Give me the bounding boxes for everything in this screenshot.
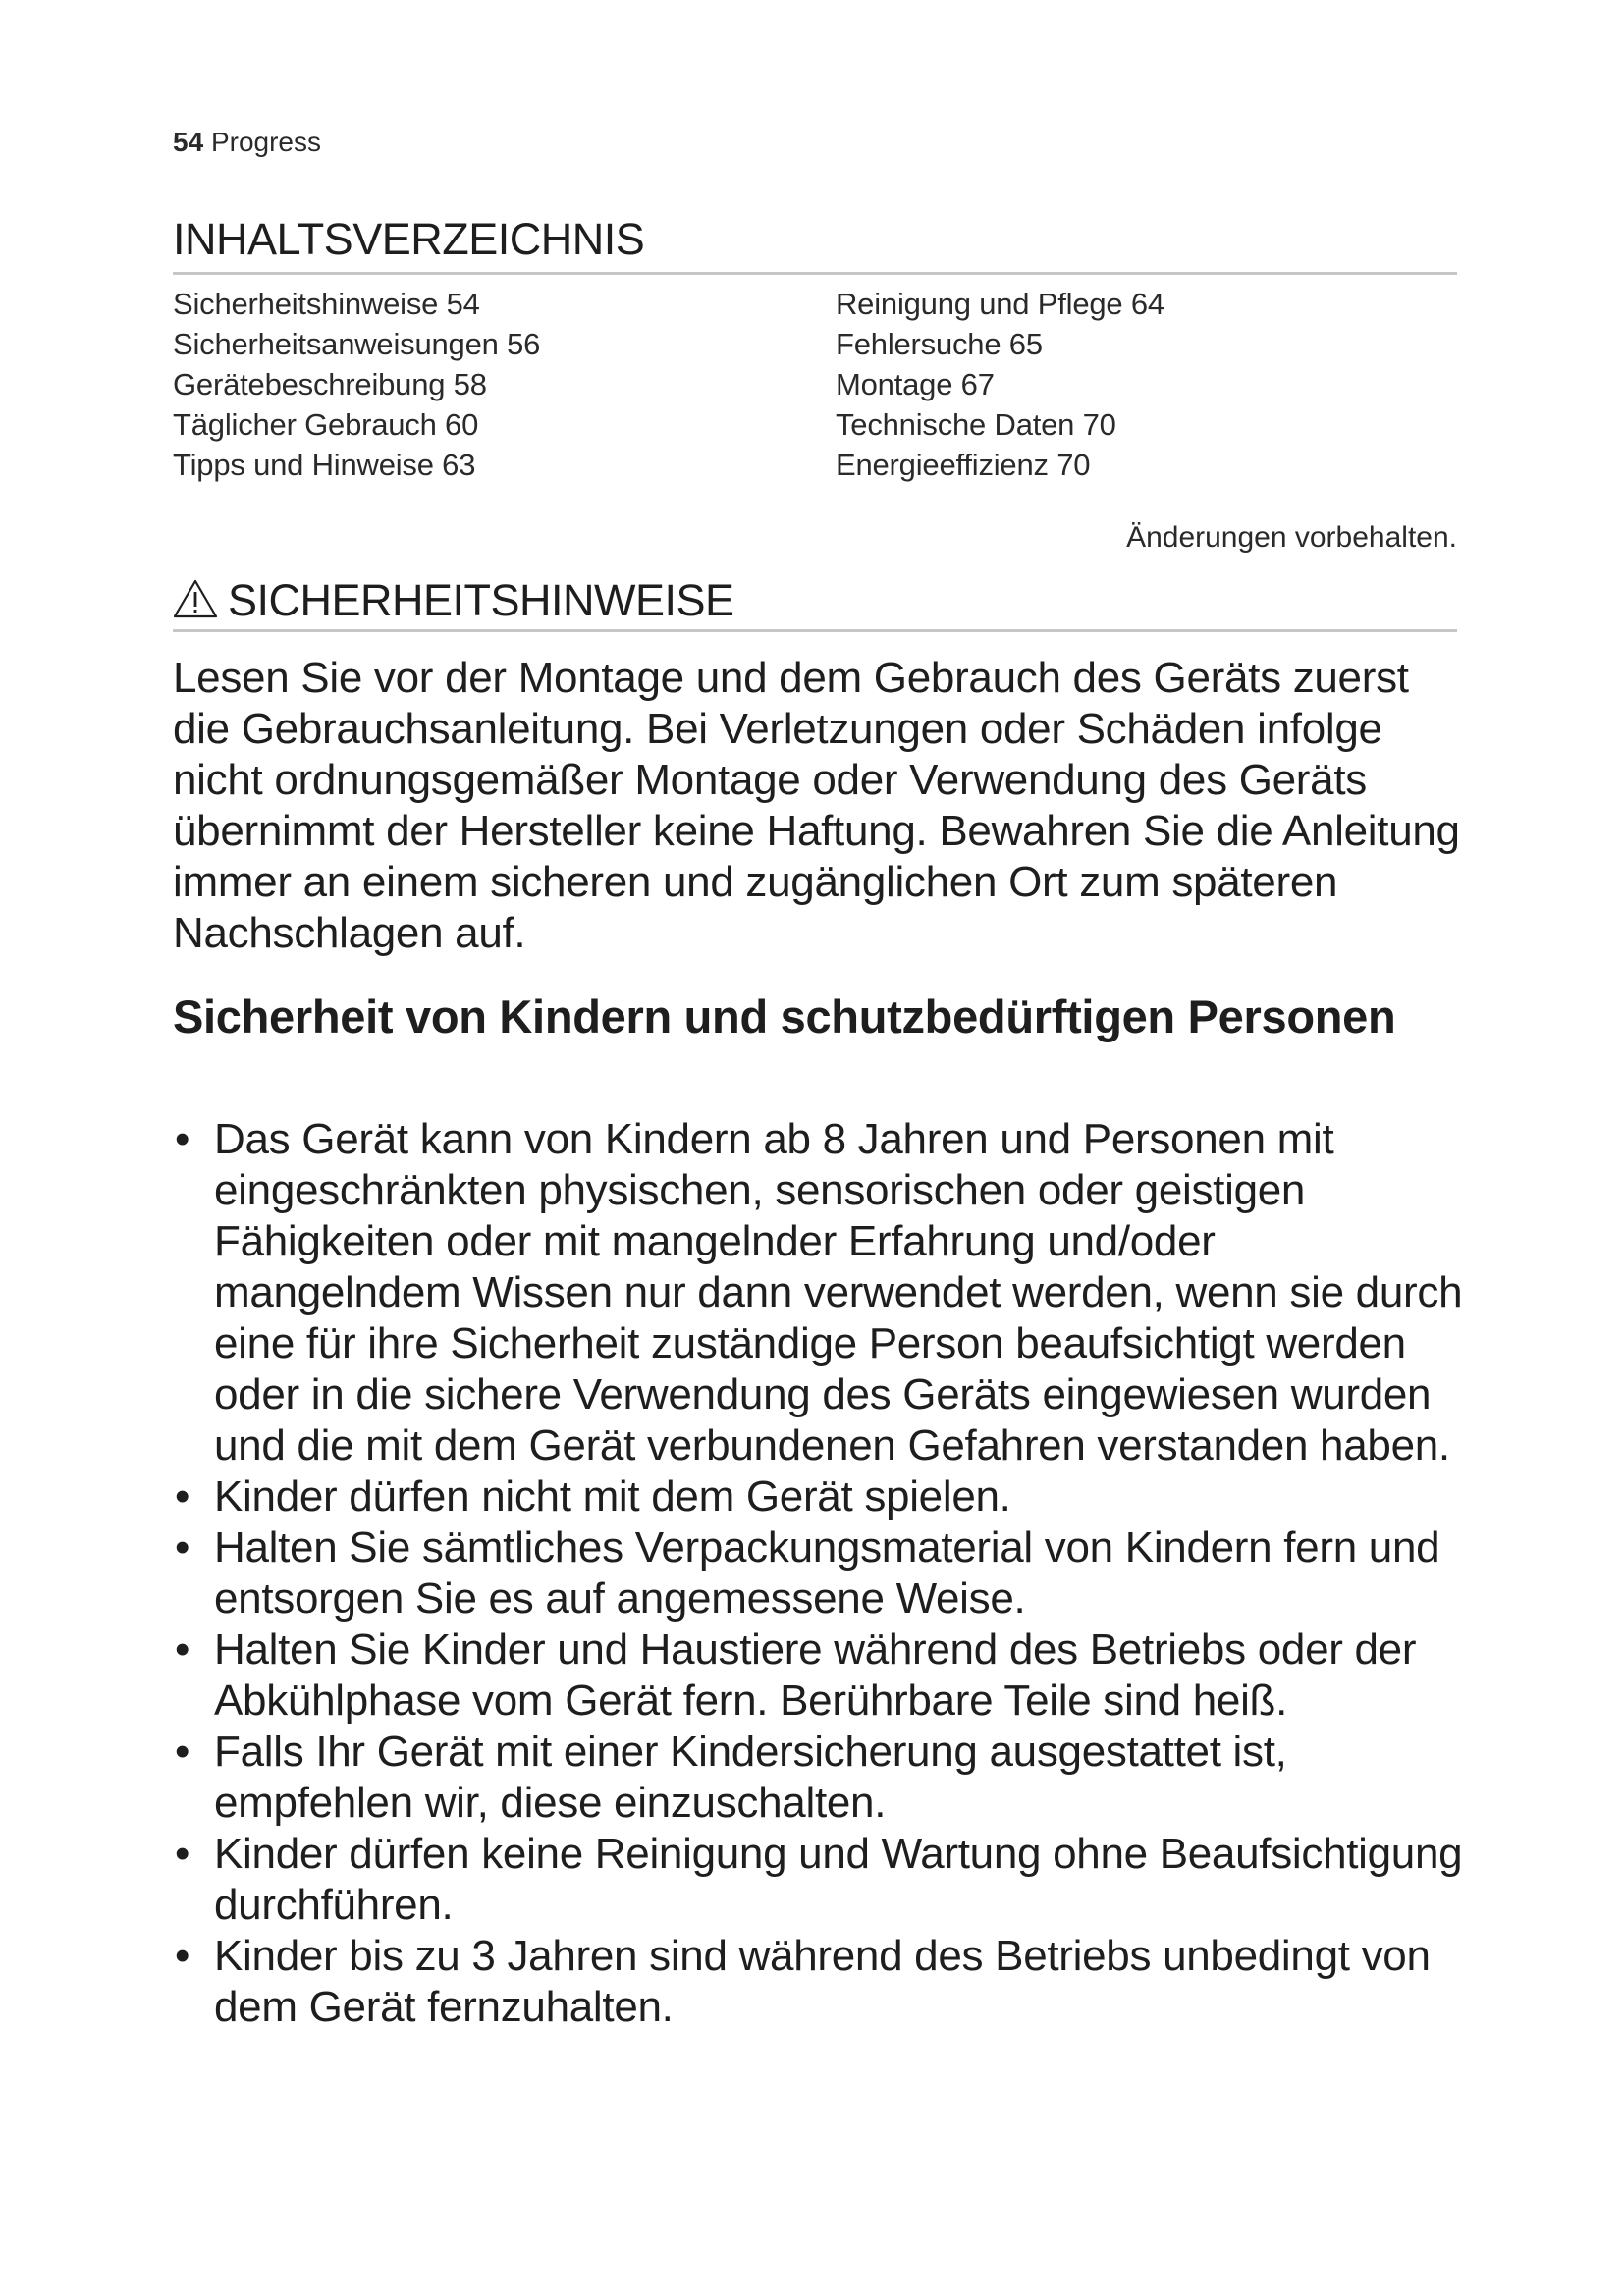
list-item bbox=[173, 1114, 1469, 1471]
bullet-icon: • bbox=[175, 1472, 190, 1521]
child-safety-list bbox=[173, 1114, 1469, 2033]
list-item-text: Kinder bis zu 3 Jahren sind während des Betriebs unbedingt von dem Gerät fernzuhalten. bbox=[214, 1932, 1431, 2031]
list-item-text: Halten Sie Kinder und Haustiere während des Betriebs oder der Abkühlphase vom Gerät fern. Berührbare Teile sind heiß. bbox=[214, 1626, 1417, 1725]
list-item bbox=[173, 1522, 1469, 1625]
safety-title-row bbox=[173, 575, 1457, 626]
warning-triangle-icon bbox=[173, 578, 218, 619]
list-item bbox=[173, 1625, 1469, 1727]
toc-item[interactable]: Sicherheitsanweisungen 56 bbox=[173, 327, 541, 361]
toc-title: INHALTSVERZEICHNIS bbox=[173, 214, 645, 264]
toc-item[interactable]: Reinigung und Pflege 64 bbox=[836, 287, 1164, 321]
list-item-text: Halten Sie sämtliches Verpackungsmaterial von Kindern fern und entsorgen Sie es auf angemessene Weise. bbox=[214, 1523, 1440, 1623]
safety-title: SICHERHEITSHINWEISE bbox=[228, 575, 734, 625]
brand-name: Progress bbox=[210, 127, 321, 157]
bullet-icon: • bbox=[175, 1626, 190, 1674]
toc-item[interactable]: Gerätebeschreibung 58 bbox=[173, 367, 487, 401]
bullet-icon: • bbox=[175, 1115, 190, 1163]
bullet-icon: • bbox=[175, 1523, 190, 1572]
intro-paragraph: Lesen Sie vor der Montage und dem Gebrauch des Geräts zuerst die Gebrauchsanleitung. Bei Verletzungen oder Schäden infolge nicht ordnungsgemäßer Montage oder Verwendung des Geräts übernimmt der Hersteller keine Haftung. Bewahren Sie die Anleitung immer an einem sicheren und zugänglichen Ort zum späteren Nachschlagen auf. bbox=[173, 654, 1460, 957]
list-item bbox=[173, 1471, 1469, 1522]
list-item bbox=[173, 1727, 1469, 1829]
toc-item[interactable]: Tipps und Hinweise 63 bbox=[173, 448, 476, 482]
toc-item[interactable]: Täglicher Gebrauch 60 bbox=[173, 407, 479, 442]
bullet-icon: • bbox=[175, 1932, 190, 1980]
page-number: 54 bbox=[173, 127, 204, 157]
bullet-icon: • bbox=[175, 1728, 190, 1776]
list-item-text: Falls Ihr Gerät mit einer Kindersicherung ausgestattet ist, empfehlen wir, diese einzuschalten. bbox=[214, 1728, 1287, 1827]
bullet-icon: • bbox=[175, 1830, 190, 1878]
safety-title-rule bbox=[173, 629, 1457, 632]
running-header bbox=[173, 126, 321, 159]
toc-item[interactable]: Energieeffizienz 70 bbox=[836, 448, 1091, 482]
toc-title-rule bbox=[173, 272, 1457, 275]
list-item-text: Das Gerät kann von Kindern ab 8 Jahren und Personen mit eingeschränkten physischen, sensorischen oder geistigen Fähigkeiten oder mit mangelnder Erfahrung und/oder mangelndem Wissen nur dann verwendet werden, wenn sie durch eine für ihre Sicherheit zuständige Person beaufsichtigt werden oder in die sichere Verwendung des Geräts eingewiesen wurden und die mit dem Gerät verbundenen Gefahren verstanden haben. bbox=[214, 1115, 1463, 1469]
list-item-text: Kinder dürfen nicht mit dem Gerät spielen. bbox=[214, 1472, 1011, 1521]
toc-item[interactable]: Technische Daten 70 bbox=[836, 407, 1116, 442]
toc-item[interactable]: Montage 67 bbox=[836, 367, 995, 401]
list-item-text: Kinder dürfen keine Reinigung und Wartung ohne Beaufsichtigung durchführen. bbox=[214, 1830, 1463, 1929]
toc-column-left bbox=[173, 284, 540, 485]
changes-reserved-note: Änderungen vorbehalten. bbox=[1126, 521, 1457, 554]
list-item bbox=[173, 1931, 1469, 2033]
child-safety-heading: Sicherheit von Kindern und schutzbedürftigen Personen bbox=[173, 990, 1396, 1042]
toc-column-right bbox=[836, 284, 1164, 485]
toc-item[interactable]: Fehlersuche 65 bbox=[836, 327, 1043, 361]
list-item bbox=[173, 1829, 1469, 1931]
toc-item[interactable]: Sicherheitshinweise 54 bbox=[173, 287, 480, 321]
